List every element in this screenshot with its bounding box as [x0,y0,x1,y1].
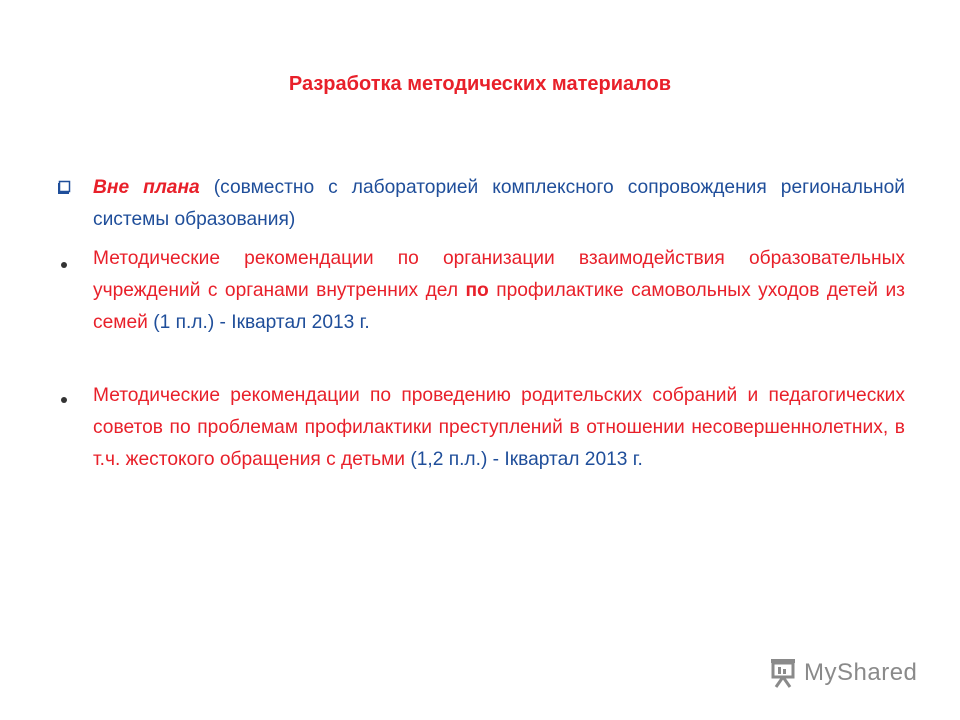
intro-emphasis: Вне плана [93,177,200,198]
checkbox-bullet-icon [58,180,72,194]
item-volume: (1,2 п.л.) - Iквартал 2013 г. [404,449,643,470]
item-volume: (1 п.л.) - Iквартал 2013 г. [147,312,370,333]
item-text: Методические рекомендации по проведению родительских собраний и педагогических советов по проблемам профилактики преступлений в отношении несовершеннолетних, в т.ч. жестокого обращения с детьми [93,385,905,470]
intro-text: (совместно с лабораторией комплексного сопровождения региональной системы образования) [93,177,905,230]
intro-paragraph [93,172,905,236]
watermark-text: MyShared [804,659,918,686]
item-text: Методические рекомендации по организации взаимодействия образовательных учреждений с органами внутренних дел [93,248,905,301]
item-bold-word: по [465,280,489,301]
list-item [93,243,905,339]
presentation-icon [768,657,798,689]
watermark-logo [768,655,917,691]
list-item [93,380,905,476]
bullet-dot-icon [61,262,67,268]
item-text: профилактике самовольных уходов детей из семей [93,280,905,333]
bullet-dot-icon [61,397,67,403]
slide-title: Разработка методических материалов [288,73,672,95]
